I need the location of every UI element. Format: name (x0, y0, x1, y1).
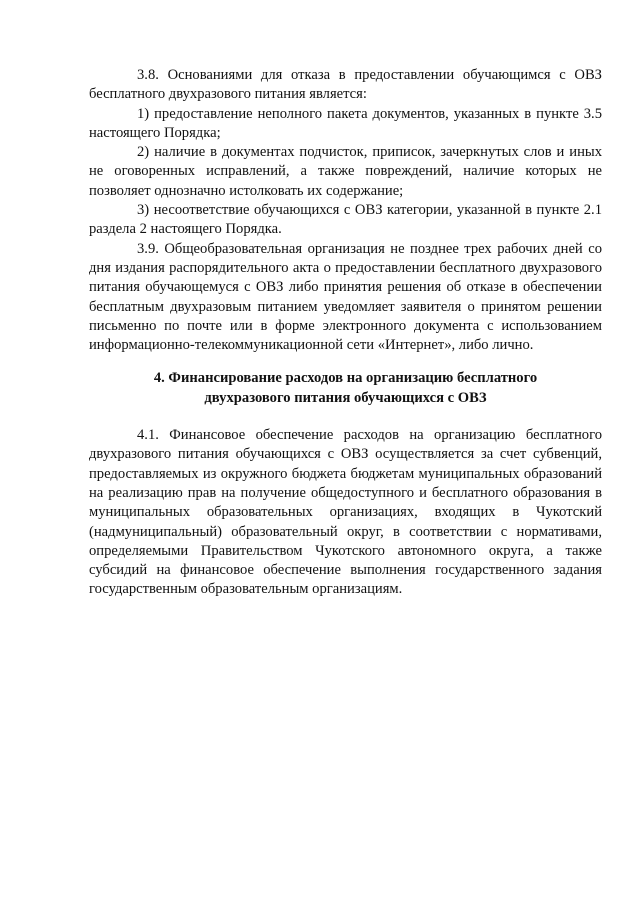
document-page (89, 66, 602, 600)
paragraph-4-1: 4.1. Финансовое обеспечение расходов на организацию бесплатного двухразового питания обучающихся с ОВЗ осуществляется за счет субвенций, предоставляемых из окружного бюджета бюджетам муниципальных образований на реализацию прав на получение общедоступного и бесплатного образования в муниципальных образовательных организациях, входящих в Чукотский (надмуниципальный) образовательный округ, в соответствии с нормативами, определяемыми Правительством Чукотского автономного округа, а также субсидий на финансовое обеспечение выполнения государственного задания государственным образовательным организациям. (89, 427, 602, 598)
paragraph-3-8: 3.8. Основаниями для отказа в предоставлении обучающимся с ОВЗ бесплатного двухразового питания является: (89, 67, 602, 103)
paragraph-3-8-item-1: 1) предоставление неполного пакета документов, указанных в пункте 3.5 настоящего Порядка; (89, 105, 602, 141)
section-4-heading-line-1: 4. Финансирование расходов на организацию бесплатного (153, 370, 538, 387)
paragraph-3-8-item-3: 3) несоответствие обучающихся с ОВЗ категории, указанной в пункте 2.1 раздела 2 настоящего Порядка. (89, 202, 602, 238)
paragraph-3-8-item-2: 2) наличие в документах подчисток, приписок, зачеркнутых слов и иных не оговоренных исправлений, а также повреждений, наличие которых не позволяет однозначно истолковать их содержание; (89, 144, 602, 199)
section-4-heading-line-2: двухразового питания обучающихся с ОВЗ (204, 389, 487, 406)
paragraph-3-9: 3.9. Общеобразовательная организация не позднее трех рабочих дней со дня издания распорядительного акта о предоставлении бесплатного двухразового питания обучающемуся с ОВЗ либо принятия решения об отказе в обеспечении бесплатным двухразовым питанием уведомляет заявителя о принятом решении письменно по почте или в форме электронного документа с использованием информационно-телекоммуникационной сети «Интернет», либо лично. (89, 240, 602, 354)
section-4-heading (89, 369, 602, 408)
